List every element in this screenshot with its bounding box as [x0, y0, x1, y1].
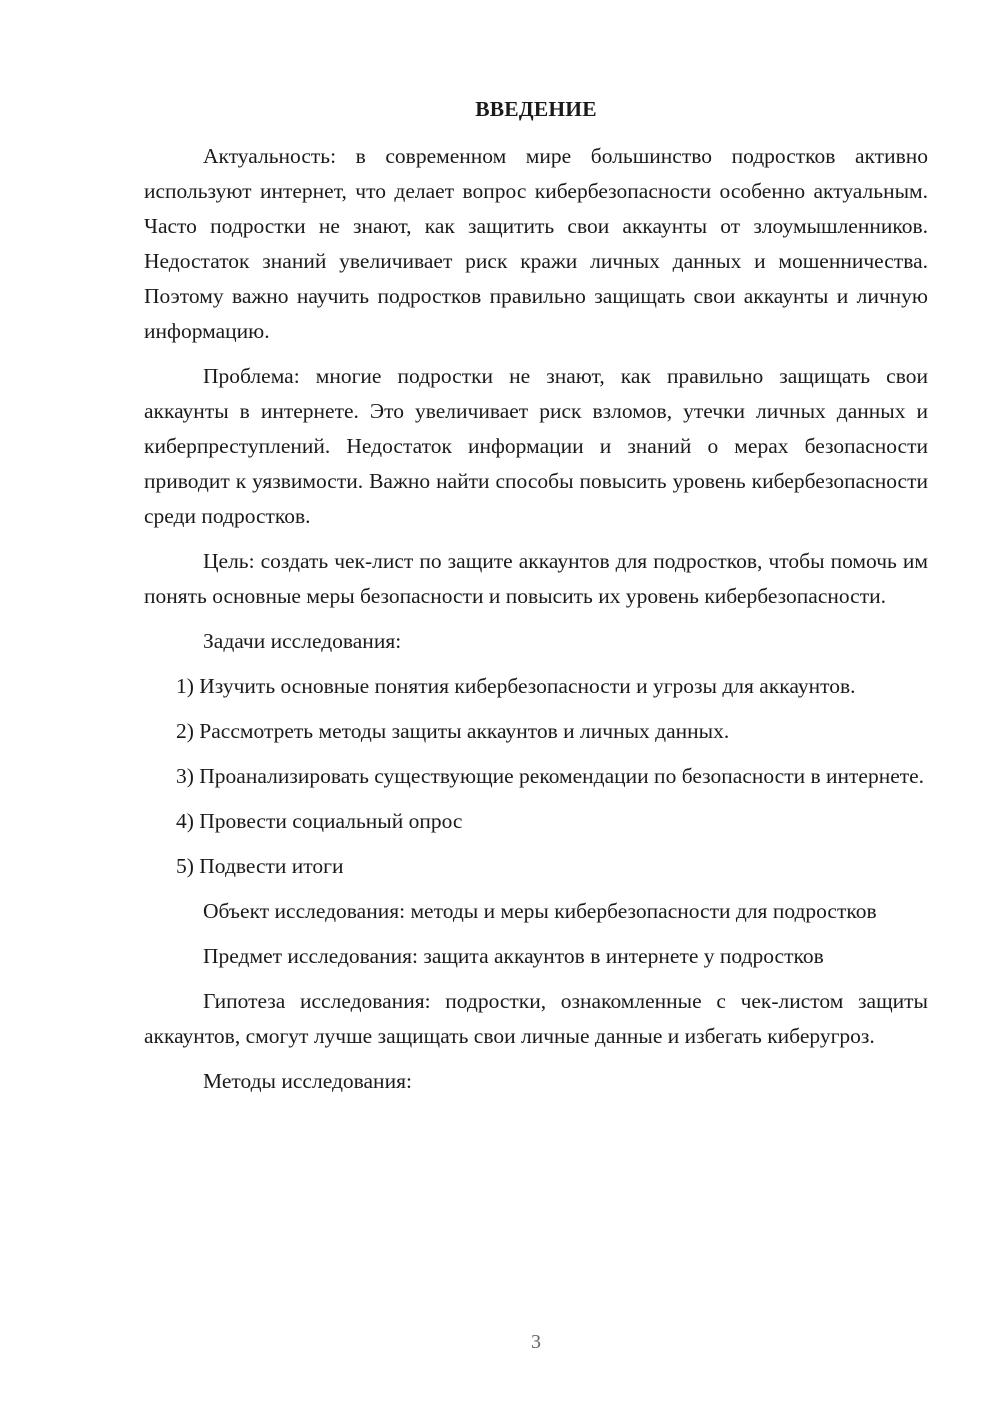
methods-heading: Методы исследования:: [203, 1069, 412, 1093]
task-item-1: 1) Изучить основные понятия кибербезопасности и угрозы для аккаунтов.: [176, 674, 856, 698]
section-title: ВВЕДЕНИЕ: [475, 97, 597, 121]
subject-paragraph: Предмет исследования: защита аккаунтов в интернете у подростков: [203, 944, 824, 968]
task-item-3: 3) Проанализировать существующие рекомендации по безопасности в интернете.: [176, 764, 925, 788]
relevance-paragraph: Актуальность: в современном мире большинство подростков активно используют интернет, что делает вопрос кибербезопасности особенно актуальным. Часто подростки не знают, как защитить свои аккаунты от злоумышленников. Недостаток знаний увеличивает риск кражи личных данных и мошенничества. Поэтому важно научить подростков правильно защищать свои аккаунты и личную информацию.: [144, 144, 928, 343]
problem-paragraph: Проблема: многие подростки не знают, как правильно защищать свои аккаунты в интернете. Это увеличивает риск взломов, утечки личных данных и киберпреступлений. Недостаток информации и знаний о мерах безопасности приводит к уязвимости. Важно найти способы повысить уровень кибербезопасности среди подростков.: [144, 364, 928, 528]
object-paragraph: Объект исследования: методы и меры кибербезопасности для подростков: [203, 899, 877, 923]
task-item-2: 2) Рассмотреть методы защиты аккаунтов и личных данных.: [176, 719, 730, 743]
tasks-heading: Задачи исследования:: [203, 629, 402, 653]
document-page: [144, 92, 928, 1109]
hypothesis-paragraph: Гипотеза исследования: подростки, ознакомленные с чек-листом защиты аккаунтов, смогут лучше защищать свои личные данные и избегать киберугроз.: [144, 989, 928, 1048]
goal-paragraph: Цель: создать чек-лист по защите аккаунтов для подростков, чтобы помочь им понять основные меры безопасности и повысить их уровень кибербезопасности.: [144, 549, 928, 608]
task-item-4: 4) Провести социальный опрос: [176, 809, 463, 833]
task-item-5: 5) Подвести итоги: [176, 854, 344, 878]
page-number: 3: [531, 1331, 541, 1353]
